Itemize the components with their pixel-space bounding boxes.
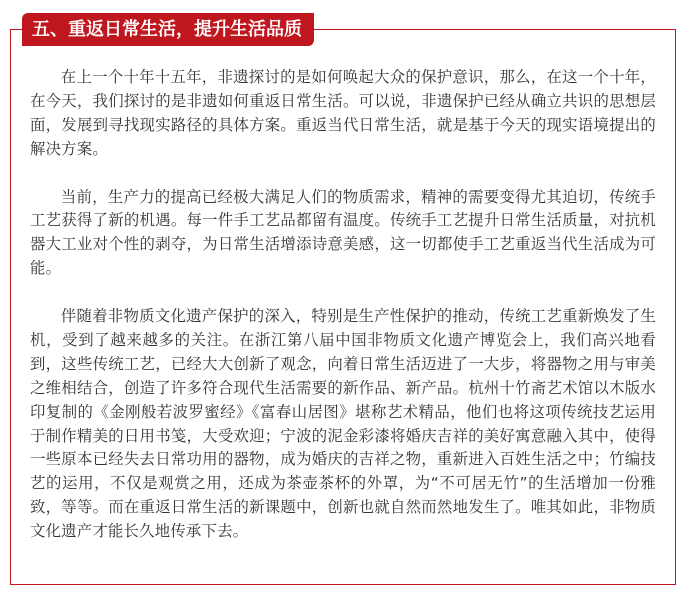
paragraph-3: 伴随着非物质文化遗产保护的深入，特别是生产性保护的推动，传统工艺重新焕发了生机，受到了越来越多的关注。在浙江第八届中国非物质文化遗产博览会上，我们高兴地看到，这些传统工艺，已经大大创新了观念，向着日常生活迈进了一大步，将器物之用与审美之维相结合，创造了许多符合现代生活需要的新作品、新产品。杭州十竹斋艺术馆以木版水印复制的《金刚般若波罗蜜经》《富春山居图》堪称艺术精品，他们也将这项传统技艺运用于制作精美的日用书笺，大受欢迎；宁波的泥金彩漆将婚庆吉祥的美好寓意融入其中，使得一些原本已经失去日常功用的器物，成为婚庆的吉祥之物，重新进入百姓生活之中；竹编技艺的运用，不仅是观赏之用，还成为茶壶茶杯的外罩，为“不可居无竹”的生活增加一份雅致，等等。而在重返日常生活的新课题中，创新也就自然而然地发生了。唯其如此，非物质文化遗产才能长久地传承下去。: [30, 307, 656, 541]
section-title: 五、重返日常生活，提升生活品质: [22, 13, 314, 46]
paragraph-1: 在上一个十年十五年，非遗探讨的是如何唤起大众的保护意识，那么，在这一个十年，在今天，我们探讨的是非遗如何重返日常生活。可以说，非遗保护已经从确立共识的思想层面，发展到寻找现实路径的具体方案。重返当代日常生活，就是基于今天的现实语境提出的解决方案。: [30, 68, 656, 158]
article-body: [30, 66, 656, 544]
paragraph-2: 当前，生产力的提高已经极大满足人们的物质需求，精神的需要变得尤其迫切，传统手工艺获得了新的机遇。每一件手工艺品都留有温度。传统手工艺提升日常生活质量，对抗机器大工业对个性的剥夺，为日常生活增添诗意美感，这一切都使手工艺重返当代生活成为可能。: [30, 187, 656, 278]
